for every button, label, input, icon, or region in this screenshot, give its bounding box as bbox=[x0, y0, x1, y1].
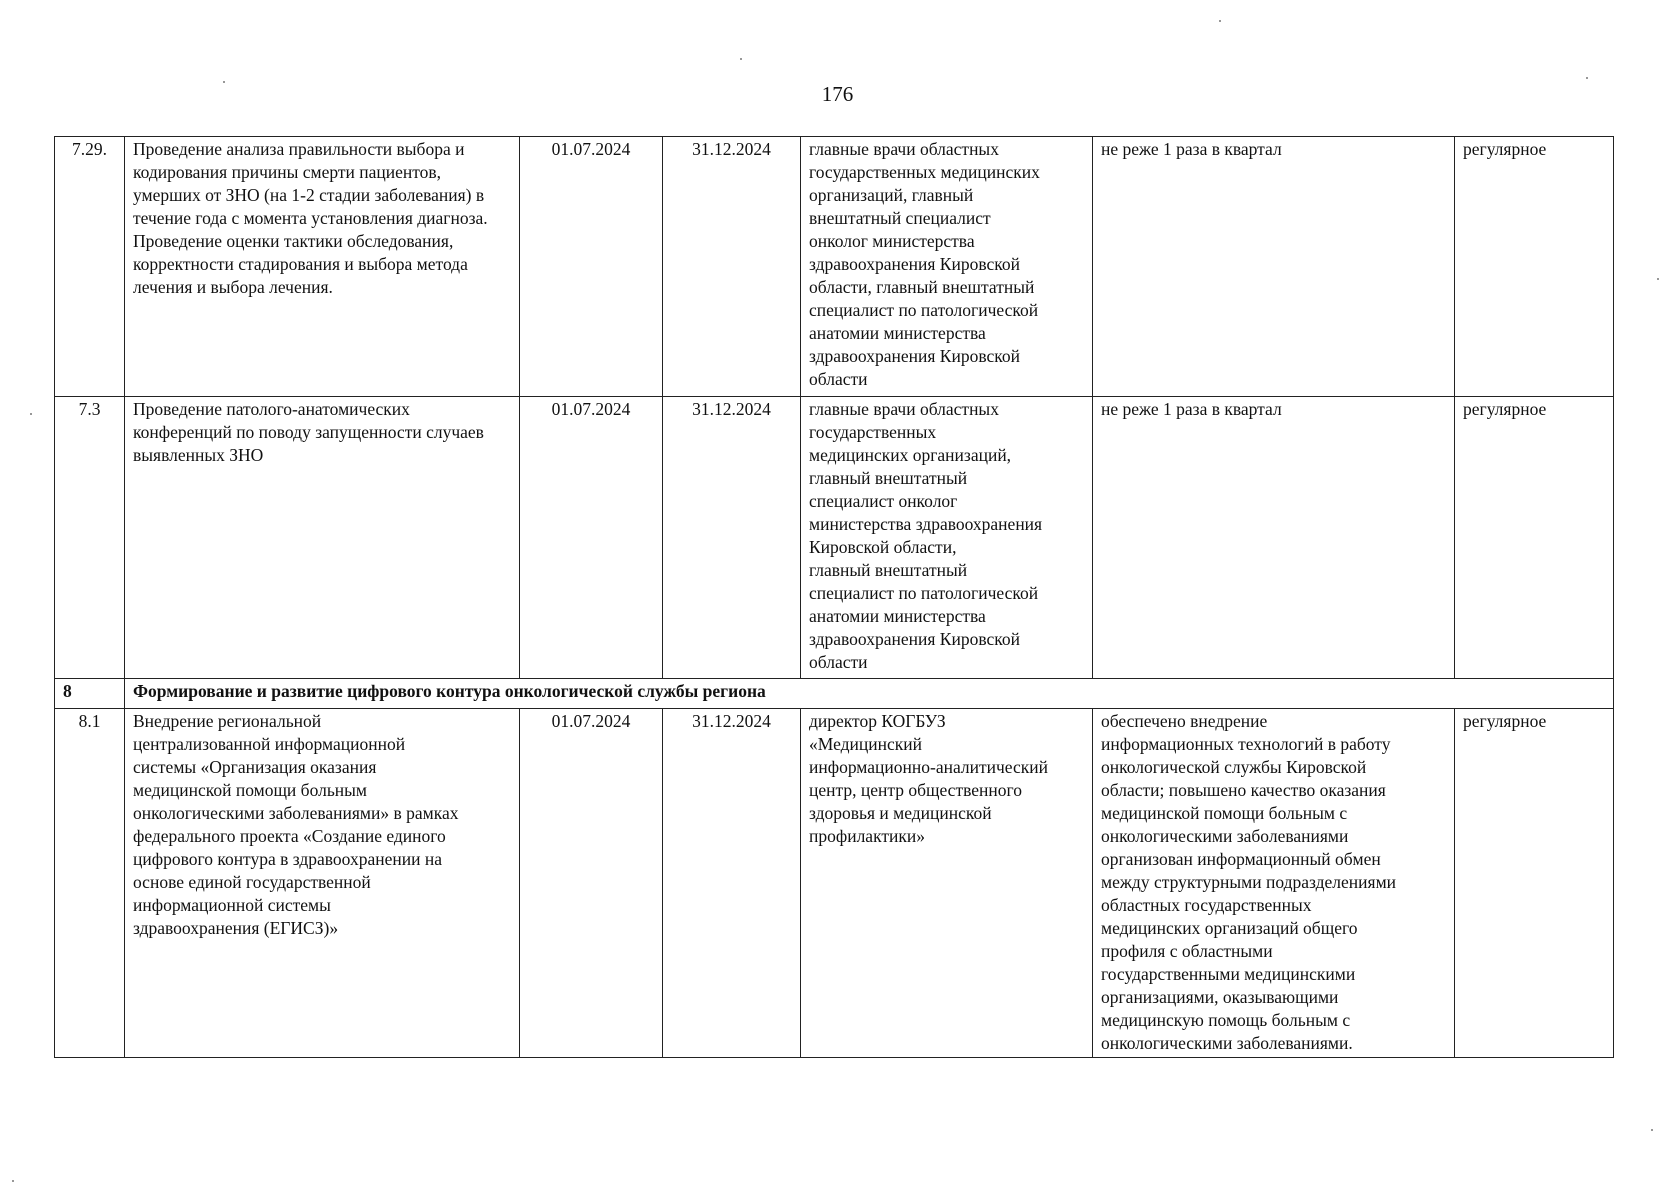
activity-description: Внедрение региональной централизованной информационной системы «Организация оказания медицинской помощи больным онкологическими заболеваниями» в рамках федерального проекта «Создание единого цифрового контура в здравоохранении на основе единой государственной информационной системы здравоохранения (ЕГИСЗ)» bbox=[125, 709, 520, 1058]
expected-result: не реже 1 раза в квартал bbox=[1093, 137, 1455, 397]
scan-speck bbox=[1586, 77, 1588, 79]
page-number: 176 bbox=[821, 82, 854, 106]
table-row-7-29 bbox=[55, 137, 1614, 397]
activity-type: регулярное bbox=[1455, 137, 1614, 397]
scan-speck bbox=[1219, 20, 1221, 22]
scan-speck bbox=[223, 81, 225, 83]
activity-type: регулярное bbox=[1455, 709, 1614, 1058]
section-row-8 bbox=[55, 679, 1614, 709]
activity-plan-table bbox=[54, 136, 1614, 1058]
row-number: 8.1 bbox=[55, 709, 125, 1058]
scan-speck bbox=[12, 1180, 14, 1182]
section-number: 8 bbox=[55, 679, 125, 709]
expected-result: обеспечено внедрение информационных технологий в работу онкологической службы Кировской области; повышено качество оказания медицинской помощи больным с онкологическими заболеваниями организован информационный обмен между структурными подразделениями областных государственных медицинских организаций общего профиля с областными государственными медицинскими организациями, оказывающими медицинскую помощь больным с онкологическими заболеваниями. bbox=[1093, 709, 1455, 1058]
section-title: Формирование и развитие цифрового контура онкологической службы региона bbox=[125, 679, 1614, 709]
row-number: 7.29. bbox=[55, 137, 125, 397]
table-row-7-3 bbox=[55, 397, 1614, 679]
end-date: 31.12.2024 bbox=[663, 397, 801, 679]
responsible-persons: главные врачи областных государственных медицинских организаций, главный внештатный специалист онколог министерства здравоохранения Кировской области, главный внештатный специалист по патологической анатомии министерства здравоохранения Кировской области bbox=[801, 137, 1093, 397]
row-number: 7.3 bbox=[55, 397, 125, 679]
responsible-persons: директор КОГБУЗ «Медицинский информационно-аналитический центр, центр общественного здоровья и медицинской профилактики» bbox=[801, 709, 1093, 1058]
end-date: 31.12.2024 bbox=[663, 709, 801, 1058]
expected-result: не реже 1 раза в квартал bbox=[1093, 397, 1455, 679]
activity-description: Проведение патолого-анатомических конференций по поводу запущенности случаев выявленных ЗНО bbox=[125, 397, 520, 679]
scan-speck bbox=[1651, 1129, 1653, 1131]
start-date: 01.07.2024 bbox=[520, 709, 663, 1058]
end-date: 31.12.2024 bbox=[663, 137, 801, 397]
scan-speck bbox=[740, 58, 742, 60]
responsible-persons: главные врачи областных государственных медицинских организаций, главный внештатный специалист онколог министерства здравоохранения Кировской области, главный внештатный специалист по патологической анатомии министерства здравоохранения Кировской области bbox=[801, 397, 1093, 679]
activity-description: Проведение анализа правильности выбора и кодирования причины смерти пациентов, умерших от ЗНО (на 1-2 стадии заболевания) в течение года с момента установления диагноза. Проведение оценки тактики обследования, корректности стадирования и выбора метода лечения и выбора лечения. bbox=[125, 137, 520, 397]
start-date: 01.07.2024 bbox=[520, 137, 663, 397]
table-row-8-1 bbox=[55, 709, 1614, 1058]
activity-type: регулярное bbox=[1455, 397, 1614, 679]
start-date: 01.07.2024 bbox=[520, 397, 663, 679]
scan-speck bbox=[30, 413, 32, 415]
scan-speck bbox=[1657, 278, 1659, 280]
